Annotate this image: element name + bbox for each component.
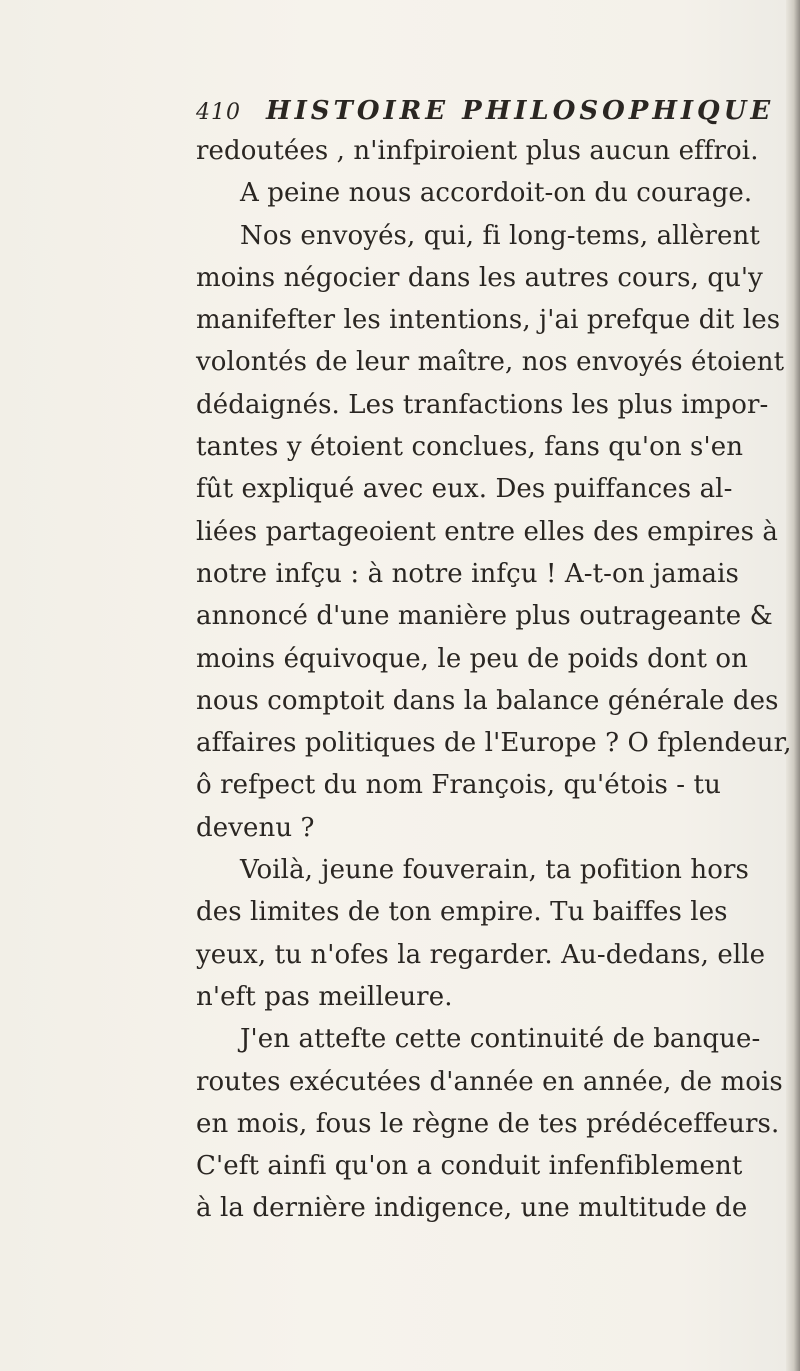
text-line: moins équivoque, le peu de poids dont on xyxy=(196,643,749,674)
text-line: Voilà, jeune fouverain, ta pofition hors xyxy=(240,855,749,886)
body-text xyxy=(196,130,792,1230)
text-line: nous comptoit dans la balance générale des xyxy=(196,685,779,716)
text-line: notre infçu : à notre infçu ! A-t-on jamais xyxy=(196,558,739,589)
text-line: volontés de leur maître, nos envoyés étoient xyxy=(196,347,785,378)
text-line: C'eft ainfi qu'on a conduit infenfiblement xyxy=(196,1151,743,1182)
text-line: annoncé d'une manière plus outrageante & xyxy=(196,601,773,632)
text-line: ô refpect du nom François, qu'étois - tu xyxy=(196,770,721,801)
text-line: n'eft pas meilleure. xyxy=(196,981,453,1012)
text-line: moins négocier dans les autres cours, qu'y xyxy=(196,262,763,293)
text-line: tantes y étoient conclues, fans qu'on s'en xyxy=(196,432,744,463)
text-line: affaires politiques de l'Europe ? O fplendeur, xyxy=(196,728,792,759)
text-line: liées partageoient entre elles des empires à xyxy=(196,516,779,547)
text-line: à la dernière indigence, une multitude de xyxy=(196,1193,748,1224)
text-line: J'en attefte cette continuité de banque- xyxy=(240,1024,761,1055)
text-line: fût expliqué avec eux. Des puiffances al- xyxy=(196,474,733,505)
text-line: en mois, fous le règne de tes prédéceffeurs. xyxy=(196,1108,780,1139)
text-line: yeux, tu n'ofes la regarder. Au-dedans, elle xyxy=(196,939,766,970)
running-title: HISTOIRE PHILOSOPHIQUE xyxy=(266,96,775,126)
text-line: A peine nous accordoit-on du courage. xyxy=(240,178,753,209)
text-line: routes exécutées d'année en année, de mois xyxy=(196,1066,783,1097)
text-line: manifefter les intentions, j'ai prefque dit les xyxy=(196,305,781,336)
page-number: 410 xyxy=(196,100,241,125)
text-line: redoutées , n'infpiroient plus aucun effroi. xyxy=(196,136,759,166)
text-line: devenu ? xyxy=(196,812,315,843)
text-line: Nos envoyés, qui, fi long-tems, allèrent xyxy=(240,220,760,251)
text-line: des limites de ton empire. Tu baiffes les xyxy=(196,897,728,928)
text-line: dédaignés. Les tranfactions les plus impor- xyxy=(196,389,769,420)
